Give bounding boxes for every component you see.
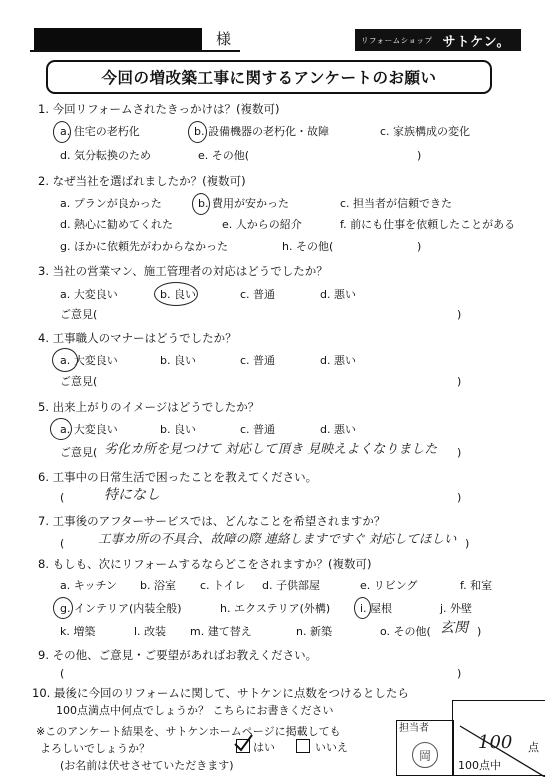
q4-option-c[interactable]: c. 普通 xyxy=(240,354,276,367)
page-title: 今回の増改築工事に関するアンケートのお願い xyxy=(46,60,492,94)
q7-open-paren: ( xyxy=(60,537,65,550)
publish-consent-line2: よろしいでしょうか？ xyxy=(40,742,150,755)
q2-option-d[interactable]: d. 熱心に勧めてくれた xyxy=(60,218,173,231)
q1-option-e[interactable]: e. その他( xyxy=(198,149,250,162)
q8-option-a[interactable]: a. キッチン xyxy=(60,579,117,592)
q6-open-paren: ( xyxy=(60,491,65,504)
q9-question: 9. その他、ご意見・ご要望があればお教えください。 xyxy=(38,648,318,662)
q8-option-c[interactable]: c. トイレ xyxy=(200,579,246,592)
q2-option-b[interactable]: b. 費用が安かった xyxy=(198,197,289,210)
q5-handwritten-comment: 劣化カ所を見つけて 対応して頂き 見映えよくなりました xyxy=(104,442,438,457)
q2-option-h[interactable]: h. その他( xyxy=(282,240,334,253)
q8-option-b[interactable]: b. 浴室 xyxy=(140,579,176,592)
q7-handwritten-answer: 工事カ所の不具合、故障の際 連絡しますですぐ 対応してほしい xyxy=(98,531,457,546)
q4-question: 4. 工事職人のマナーはどうでしたか？ xyxy=(38,331,237,345)
staff-label: 担当者 xyxy=(399,723,429,734)
publish-consent-line1: ※このアンケート結果を、サトケンホームページに掲載しても xyxy=(36,725,341,738)
q8-other-handwritten: 玄関 xyxy=(440,620,468,636)
q8-option-n[interactable]: n. 新築 xyxy=(296,625,332,638)
q8-option-j[interactable]: j. 外壁 xyxy=(440,602,473,615)
q8-option-l[interactable]: l. 改装 xyxy=(134,625,167,638)
q5-option-b[interactable]: b. 良い xyxy=(160,423,196,436)
q1-question: 1. 今回リフォームされたきっかけは？(複数可) xyxy=(38,102,280,116)
logo-subtitle: リフォームショップ xyxy=(361,35,433,45)
publish-yes-label: はい xyxy=(253,741,275,754)
q4-option-a[interactable]: a. 大変良い xyxy=(60,354,118,367)
logo-name: サトケン。 xyxy=(442,34,511,50)
publish-no-label: いいえ xyxy=(315,741,348,754)
q8-option-k[interactable]: k. 増築 xyxy=(60,625,96,638)
q8-i-selected-circle xyxy=(354,597,371,619)
q1-other-close: ) xyxy=(417,149,422,162)
q2-question: 2. なぜ当社を選ばれましたか？(複数可) xyxy=(38,174,246,188)
q7-close-paren: ) xyxy=(465,537,470,550)
q2-option-a[interactable]: a. プランが良かった xyxy=(60,197,162,210)
q5-a-selected-circle xyxy=(50,418,72,440)
q8-option-o[interactable]: o. その他( xyxy=(380,625,431,638)
q2-option-c[interactable]: c. 担当者が信頼できた xyxy=(340,197,453,210)
q3-option-d[interactable]: d. 悪い xyxy=(320,288,356,301)
q8-other-close: ) xyxy=(477,625,482,638)
q2-b-selected-circle xyxy=(192,193,210,215)
q3-option-c[interactable]: c. 普通 xyxy=(240,288,276,301)
q8-option-g[interactable]: g. インテリア(内装全般) xyxy=(60,602,182,615)
q3-b-selected-circle xyxy=(154,282,198,306)
staff-seal-text: 岡 xyxy=(418,749,431,763)
q2-option-g[interactable]: g. ほかに依頼先がわからなかった xyxy=(60,240,228,253)
q3-option-b[interactable]: b. 良い xyxy=(160,288,196,301)
q2-option-e[interactable]: e. 人からの紹介 xyxy=(222,218,302,231)
q4-option-d[interactable]: d. 悪い xyxy=(320,354,356,367)
q6-close-paren: ) xyxy=(457,491,462,504)
q1-option-b[interactable]: b. 設備機器の老朽化・故障 xyxy=(194,125,329,138)
q8-option-d[interactable]: d. 子供部屋 xyxy=(262,579,320,592)
q9-close-paren: ) xyxy=(457,667,462,680)
q8-option-m[interactable]: m. 建て替え xyxy=(190,625,252,638)
q5-option-d[interactable]: d. 悪い xyxy=(320,423,356,436)
checkmark-icon xyxy=(232,733,254,753)
score-max: 100点中 xyxy=(458,759,501,772)
q3-option-a[interactable]: a. 大変良い xyxy=(60,288,118,301)
q2-other-close: ) xyxy=(417,240,422,253)
q8-option-e[interactable]: e. リビング xyxy=(360,579,418,592)
q7-question: 7. 工事後のアフターサービスでは、どんなことを希望されますか？ xyxy=(38,514,386,528)
redacted-customer-name xyxy=(34,28,202,50)
q1-option-c[interactable]: c. 家族構成の変化 xyxy=(380,125,471,138)
q6-handwritten-answer: 特になし xyxy=(104,487,160,503)
q8-question: 8. もしも、次にリフォームするならどこをされますか？(複数可) xyxy=(38,557,372,571)
q4-comment-close: ) xyxy=(457,375,462,388)
q10-line2: 100点満点中何点でしょうか？ こちらにお書きください xyxy=(56,704,334,717)
q8-option-h[interactable]: h. エクステリア(外構) xyxy=(220,602,331,615)
q5-question: 5. 出来上がりのイメージはどうでしたか？ xyxy=(38,400,260,414)
q8-option-i[interactable]: i. 屋根 xyxy=(360,602,393,615)
q4-a-selected-circle xyxy=(52,348,78,372)
q1-a-selected-circle xyxy=(53,121,71,143)
q4-option-b[interactable]: b. 良い xyxy=(160,354,196,367)
q10-line1: 10. 最後に今回のリフォームに関して、サトケンに点数をつけるとしたら xyxy=(32,686,409,700)
q6-question: 6. 工事中の日常生活で困ったことを教えてください。 xyxy=(38,470,318,484)
q3-comment-close: ) xyxy=(457,308,462,321)
q9-open-paren: ( xyxy=(60,667,65,680)
q5-option-a[interactable]: a. 大変良い xyxy=(60,423,118,436)
staff-seal xyxy=(412,742,438,768)
publish-no-checkbox[interactable] xyxy=(296,739,310,753)
score-unit: 点 xyxy=(528,741,539,754)
q3-comment-label: ご意見( xyxy=(60,308,98,321)
q5-option-c[interactable]: c. 普通 xyxy=(240,423,276,436)
q2-option-f[interactable]: f. 前にも仕事を依頼したことがある xyxy=(340,218,516,231)
name-underline xyxy=(30,50,240,52)
q1-option-a[interactable]: a. 住宅の老朽化 xyxy=(60,125,140,138)
publish-consent-note: (お名前は伏せさせていただきます) xyxy=(60,759,234,772)
q5-comment-close: ) xyxy=(457,446,462,459)
q1-b-selected-circle xyxy=(188,121,207,143)
company-logo xyxy=(355,29,521,51)
q4-comment-label: ご意見( xyxy=(60,375,98,388)
q5-comment-label: ご意見( xyxy=(60,446,98,459)
score-handwritten: 100 xyxy=(478,732,513,753)
q8-option-f[interactable]: f. 和室 xyxy=(460,579,493,592)
q1-option-d[interactable]: d. 気分転換のため xyxy=(60,149,151,162)
sama-honorific: 様 xyxy=(216,30,232,48)
q8-g-selected-circle xyxy=(53,597,73,619)
q3-question: 3. 当社の営業マン、施工管理者の対応はどうでしたか？ xyxy=(38,264,328,278)
